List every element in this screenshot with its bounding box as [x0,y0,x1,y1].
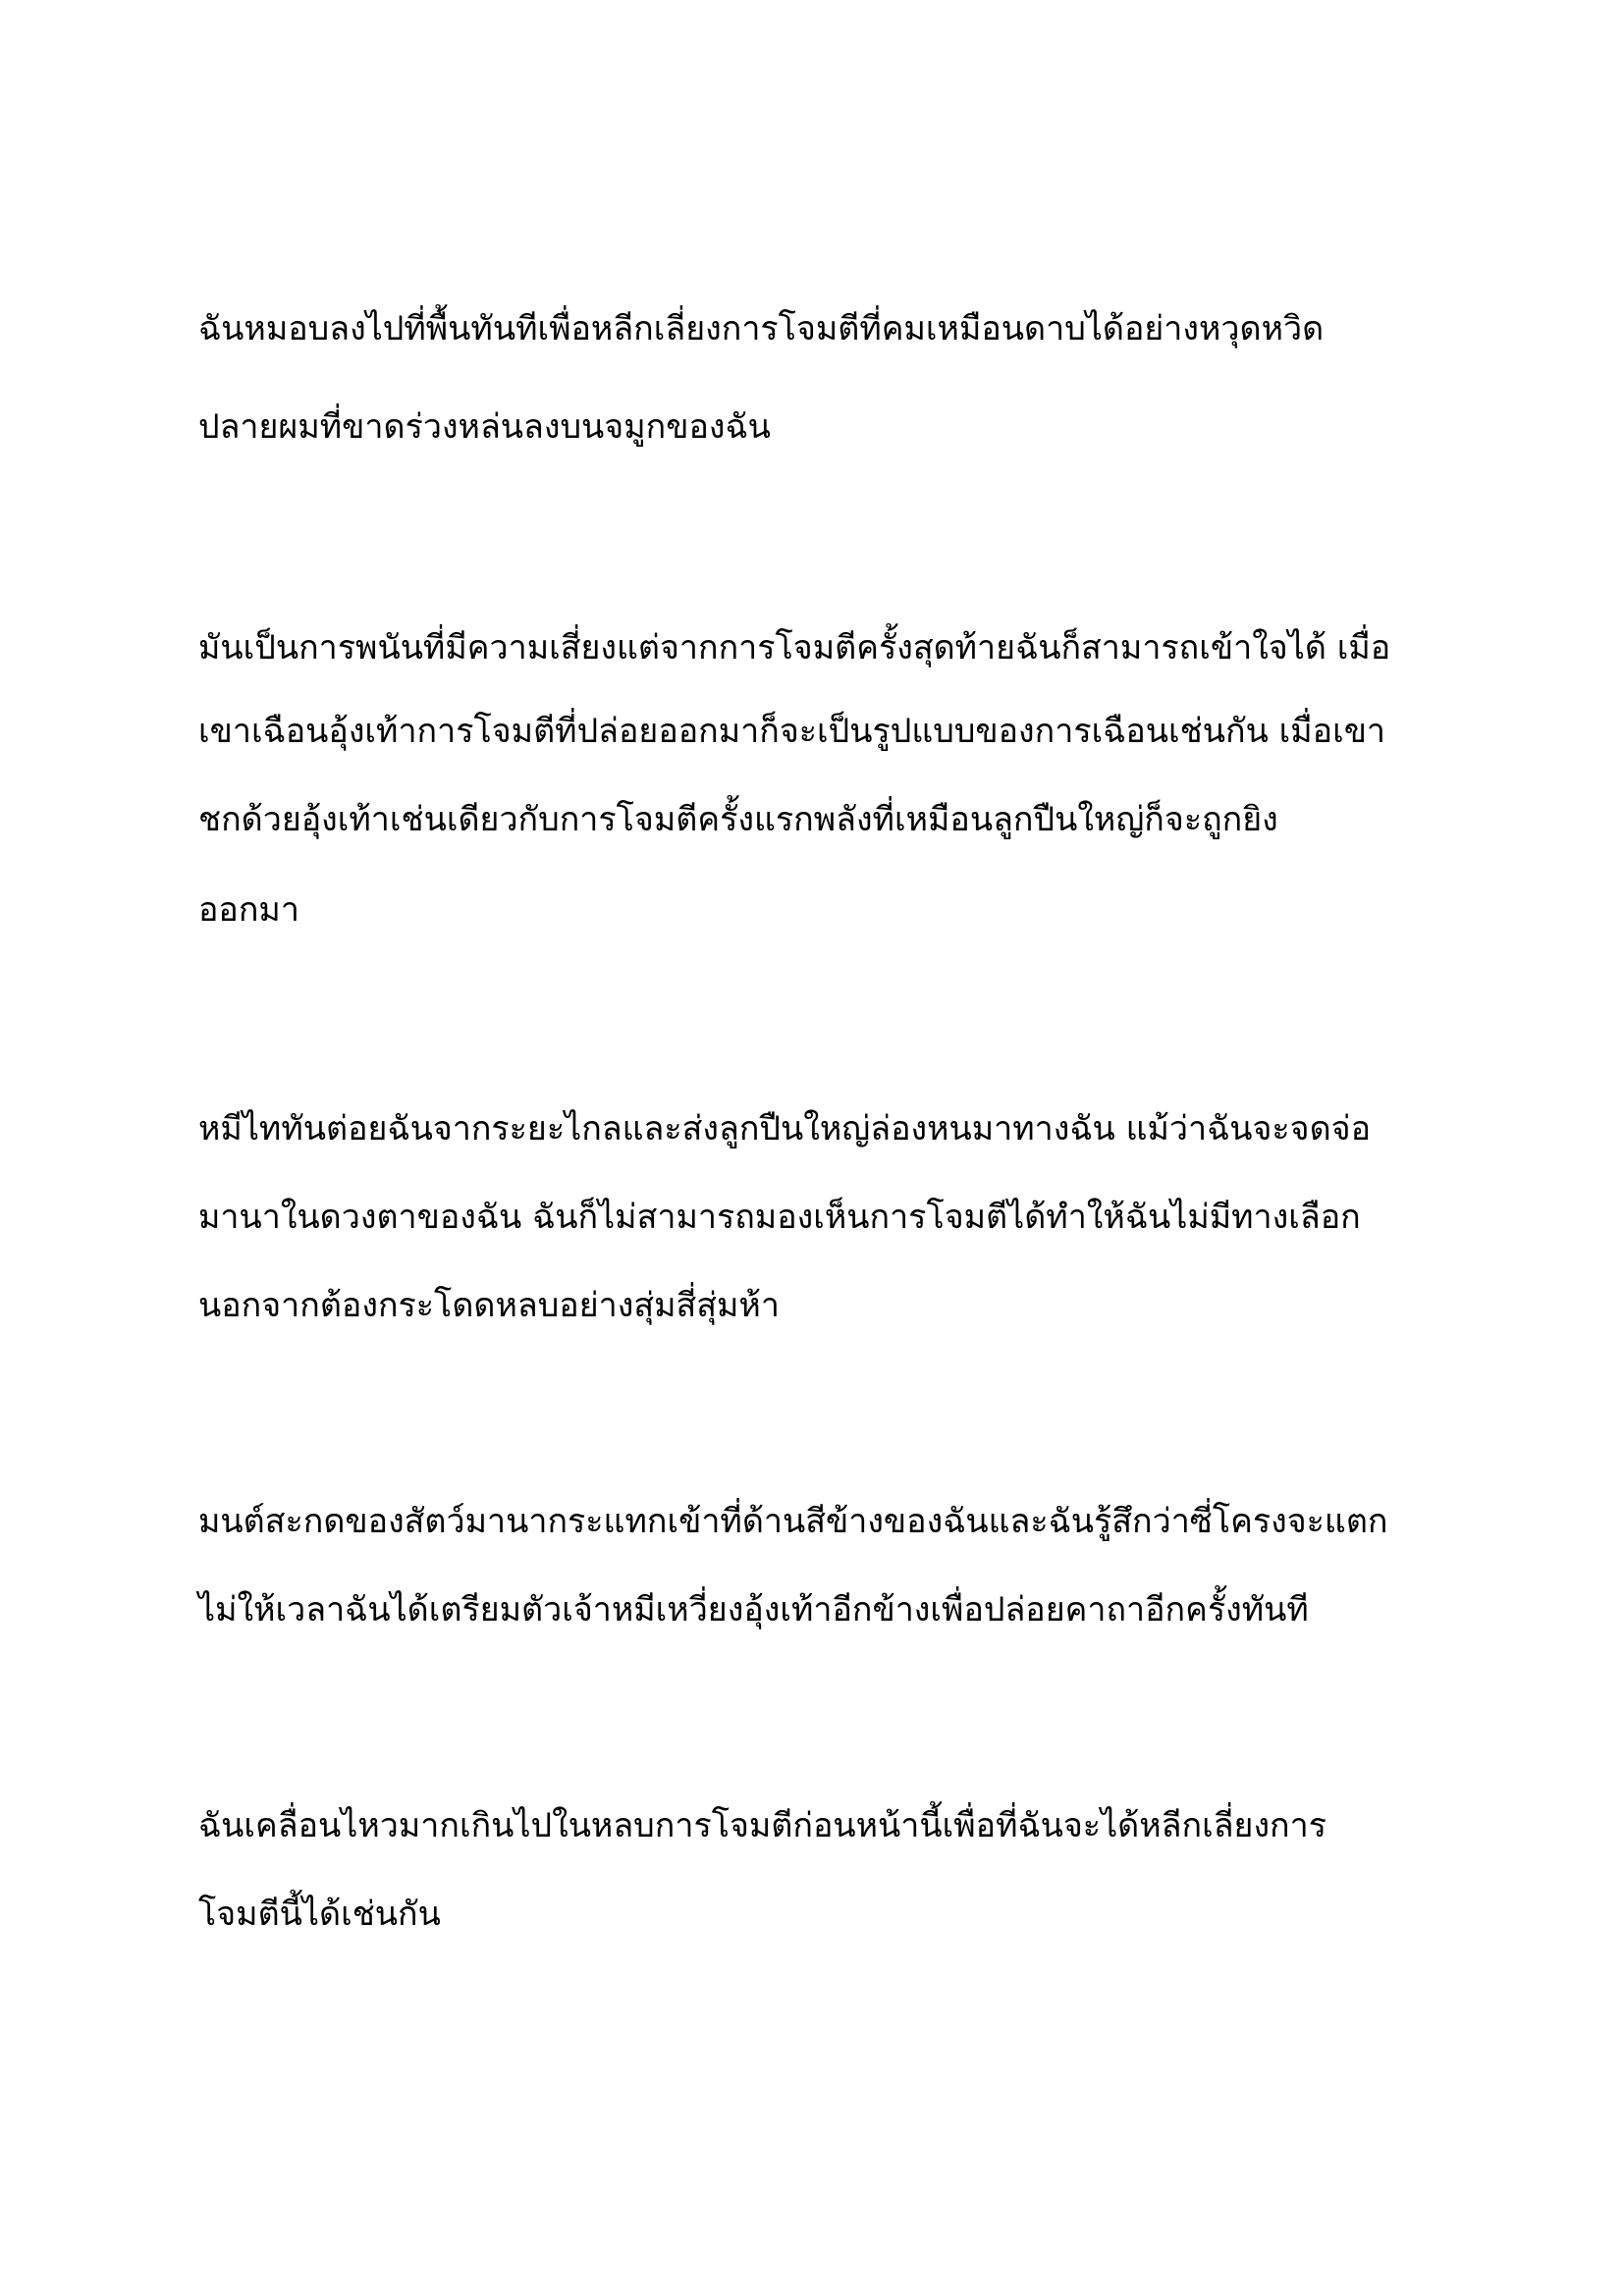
paragraph-4-line-2: ไม่ให้เวลาฉันได้เตรียมตัวเจ้าหมีเหวี่ยงอุ้งเท้าอีกข้างเพื่อปล่อยคาถาอีกครั้งทันที [198,1590,1309,1629]
paragraph-4-line-1: มนต์สะกดของสัตว์มานากระแทกเข้าที่ด้านสีข้างของฉันและฉันรู้สึกว่าซี่โครงจะแตก [198,1502,1388,1541]
paragraph-1-line-1: ฉันหมอบลงไปที่พื้นทันทีเพื่อหลีกเลี่ยงการโจมตีที่คมเหมือนดาบได้อย่างหวุดหวิด [198,309,1325,348]
paragraph-3-line-2: มานาในดวงตาของฉัน ฉันก็ไม่สามารถมองเห็นการโจมตีได้ทำให้ฉันไม่มีทางเลือก [198,1198,1361,1237]
paragraph-2-line-3: ชกด้วยอุ้งเท้าเช่นเดียวกับการโจมตีครั้งแรกพลังที่เหมือนลูกปืนใหญ่ก็จะถูกยิง [198,800,1278,839]
paragraph-5-line-1: ฉันเคลื่อนไหวมากเกินไปในหลบการโจมตีก่อนหน้านี้เพื่อที่ฉันจะได้หลีกเลี่ยงการ [198,1806,1326,1845]
paragraph-1-line-2: ปลายผมที่ขาดร่วงหล่นลงบนจมูกของฉัน [198,407,771,447]
paragraph-3-line-3: นอกจากต้องกระโดดหลบอย่างสุ่มสี่สุ่มห้า [198,1286,780,1325]
paragraph-3-line-1: หมีไททันต่อยฉันจากระยะไกลและส่งลูกปืนใหญ่ล่องหนมาทางฉัน แม้ว่าฉันจะจดจ่อ [198,1109,1372,1148]
paragraph-2-line-1: มันเป็นการพนันที่มีความเสี่ยงแต่จากการโจมตีครั้งสุดท้ายฉันก็สามารถเข้าใจได้ เมื่อ [198,628,1391,667]
paragraph-2-line-2: เขาเฉือนอุ้งเท้าการโจมตีที่ปล่อยออกมาก็จะเป็นรูปแบบของการเฉือนเช่นกัน เมื่อเขา [198,712,1386,751]
paragraph-2-line-4: ออกมา [198,890,299,930]
paragraph-5-line-2: โจมตีนี้ได้เช่นกัน [198,1895,441,1934]
